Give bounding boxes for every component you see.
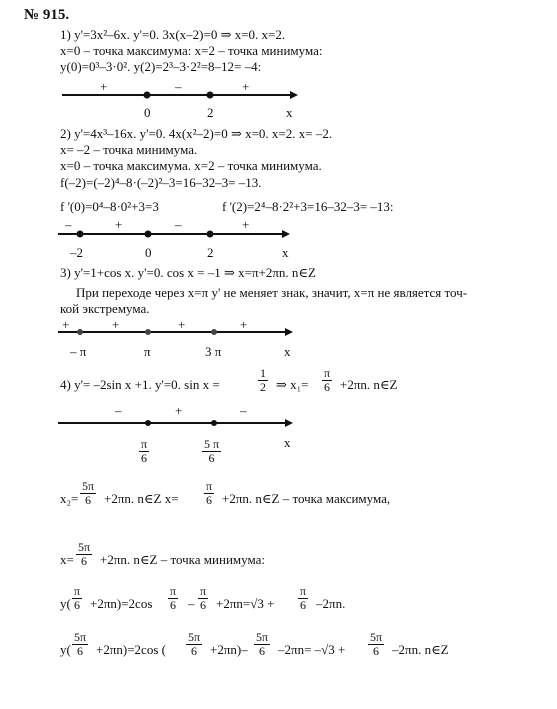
part4-line1c: +2πn. n∈Z	[340, 377, 398, 392]
sign: –	[175, 79, 182, 94]
part3-line3: кой экстремума.	[60, 301, 150, 316]
sign: +	[100, 79, 108, 94]
fraction	[204, 480, 214, 507]
part2-line2: x= –2 – точка минимума.	[60, 142, 198, 157]
point-neg2	[77, 231, 84, 238]
num: 5π	[256, 630, 269, 644]
fraction	[368, 631, 384, 658]
arrow-2	[282, 230, 290, 238]
den: 6	[200, 598, 207, 612]
sign: –	[65, 217, 72, 232]
den: 6	[373, 644, 380, 658]
num: π	[170, 584, 177, 598]
den: 6	[77, 644, 84, 658]
result-line3d: +2πn=√3 +	[216, 596, 275, 611]
den: 6	[191, 644, 198, 658]
tick-label: 2	[207, 245, 214, 260]
result-line4d: –2πn= –√3 +	[278, 642, 346, 657]
part4-line1a: 4) y'= –2sin x +1. y'=0. sin x =	[60, 377, 220, 392]
sign: +	[178, 317, 186, 332]
num: 5π	[188, 630, 201, 644]
part2-line5b: f '(2)=2⁴–8·2²+3=16–32–3= –13:	[222, 199, 394, 214]
arrow-4	[285, 419, 293, 427]
sign: +	[115, 217, 123, 232]
result-line3c: –	[188, 596, 195, 611]
tick-label: π	[144, 344, 151, 359]
tick-label: 3 π	[205, 344, 222, 359]
point-neg-pi	[77, 329, 83, 335]
arrow-1	[290, 91, 298, 99]
den: 6	[81, 554, 88, 568]
point-0b	[145, 231, 152, 238]
num: π	[200, 584, 207, 598]
tick-fraction	[139, 438, 149, 465]
part1-line2: x=0 – точка максимума: x=2 – точка минимума:	[60, 43, 323, 58]
part2-line4: f(–2)=(–2)⁴–8·(–2)²–3=16–32–3= –13.	[60, 175, 262, 190]
part2-line5a: f '(0)=0⁴–8·0²+3=3	[60, 199, 159, 214]
sign: +	[240, 317, 248, 332]
sign: +	[175, 403, 183, 418]
den: 6	[259, 644, 266, 658]
tick-label: –2	[70, 245, 83, 260]
fraction-pi-6	[322, 367, 332, 394]
num: 1	[260, 366, 266, 380]
tick-fraction	[202, 438, 221, 465]
point-0	[144, 92, 151, 99]
axis-label: x	[284, 435, 291, 450]
num: 5 π	[204, 437, 220, 451]
part1-line3: y(0)=0³–3·0². y(2)=2³–3·2²=8–12= –4:	[60, 59, 262, 74]
num: π	[74, 584, 81, 598]
result-line2b: +2πn. n∈Z – точка минимума:	[100, 552, 265, 567]
fraction	[298, 585, 308, 612]
num: π	[206, 479, 213, 493]
result-line4a: y(	[60, 642, 71, 657]
sign: +	[242, 79, 250, 94]
num: π	[324, 366, 331, 380]
point-2b	[207, 231, 214, 238]
sign: –	[115, 403, 122, 418]
den: 6	[85, 493, 92, 507]
axis-label: x	[286, 105, 293, 120]
fraction	[254, 631, 270, 658]
arrow-3	[285, 328, 293, 336]
tick-label: 0	[144, 105, 151, 120]
sign: –	[240, 403, 247, 418]
num: 5π	[74, 630, 87, 644]
axis-label: x	[284, 344, 291, 359]
result-line4c: +2πn)–	[210, 642, 248, 657]
axis-label: x	[282, 245, 289, 260]
sign: +	[62, 317, 70, 332]
point-2	[207, 92, 214, 99]
fraction-one-half	[258, 367, 268, 394]
fraction	[80, 480, 96, 507]
den: 6	[300, 598, 307, 612]
part1-line1: 1) y'=3x²–6x. y'=0. 3x(x–2)=0 ⇒ x=0. x=2.	[60, 27, 286, 42]
part3-line2: При переходе через x=π y' не меняет знак, значит, x=π не является точ-	[76, 285, 468, 300]
den: 6	[208, 451, 215, 465]
result-line1a: x₂=	[60, 491, 79, 506]
num: 5π	[78, 540, 91, 554]
fraction	[72, 631, 88, 658]
result-line4b: +2πn)=2cos (	[96, 642, 166, 657]
num: π	[300, 584, 307, 598]
result-line3a: y(	[60, 596, 71, 611]
point-3pi	[211, 329, 217, 335]
den: 6	[206, 493, 213, 507]
result-line1c: +2πn. n∈Z – точка максимума,	[222, 491, 391, 506]
fraction	[76, 541, 92, 568]
problem-number: № 915.	[24, 7, 70, 23]
result-line2a: x=	[60, 552, 74, 567]
point-5pi6	[211, 420, 217, 426]
tick-label: 0	[145, 245, 152, 260]
num: π	[141, 437, 148, 451]
tick-label: – π	[70, 344, 87, 359]
den: 6	[170, 598, 177, 612]
den: 6	[74, 598, 81, 612]
part3-line1: 3) y'=1+cos x. y'=0. cos x = –1 ⇒ x=π+2πn. n∈Z	[60, 265, 316, 280]
fraction	[168, 585, 178, 612]
part2-line1: 2) y'=4x³–16x. y'=0. 4x(x²–2)=0 ⇒ x=0. x=2. x= –2.	[60, 126, 333, 141]
fraction	[186, 631, 202, 658]
fraction	[198, 585, 208, 612]
den: 2	[260, 380, 266, 394]
den: 6	[141, 451, 148, 465]
num: 5π	[82, 479, 95, 493]
den: 6	[324, 380, 331, 394]
part2-line3: x=0 – точка максимума. x=2 – точка минимума.	[60, 158, 322, 173]
point-pi	[145, 329, 151, 335]
tick-label: 2	[207, 105, 214, 120]
sign: +	[242, 217, 250, 232]
result-line4e: –2πn. n∈Z	[392, 642, 449, 657]
point-pi6	[145, 420, 151, 426]
part4-line1b: ⇒ x₁=	[276, 377, 309, 392]
fraction	[72, 585, 82, 612]
sign: +	[112, 317, 120, 332]
result-line3b: +2πn)=2cos	[90, 596, 153, 611]
result-line1b: +2πn. n∈Z x=	[104, 491, 179, 506]
num: 5π	[370, 630, 383, 644]
result-line3e: –2πn.	[316, 596, 346, 611]
sign: –	[175, 217, 182, 232]
